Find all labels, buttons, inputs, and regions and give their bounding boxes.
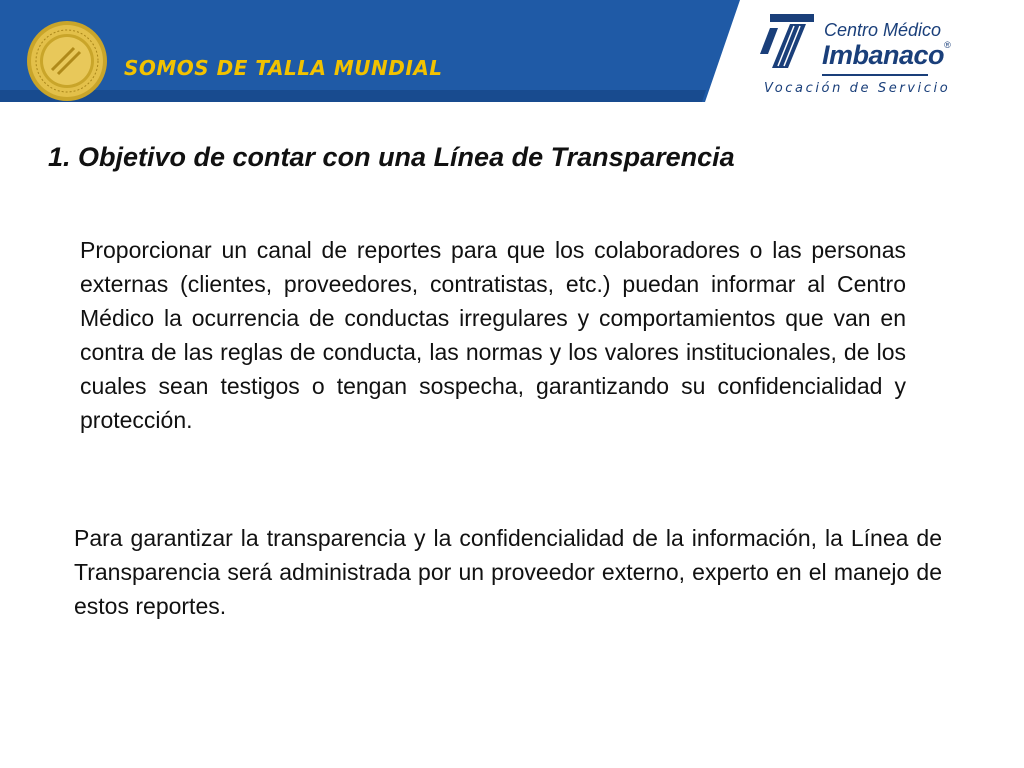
header-tagline: SOMOS DE TALLA MUNDIAL (124, 56, 443, 80)
imbanaco-logo-mark-icon (760, 10, 816, 70)
registered-mark: ® (944, 40, 951, 50)
logo-name (822, 40, 950, 71)
logo-slogan: Vocación de Servicio (764, 81, 951, 96)
logo-line1: Centro Médico (824, 20, 942, 40)
objective-paragraph: Proporcionar un canal de reportes para que los colaboradores o las personas externas (clientes, proveedores, contratistas, etc.) puedan informar al Centro Médico la ocurrencia de conductas irregulares y comportamientos que van en contra de las reglas de conducta, las normas y los valores institucionales, de los cuales sean testigos o tengan sospecha, garantizando su confidencialidad y protección. (80, 237, 906, 433)
administration-paragraph: Para garantizar la transparencia y la confidencialidad de la información, la Línea de Transparencia será administrada por un proveedor externo, experto en el manejo de estos reportes. (74, 525, 942, 619)
logo-divider (822, 74, 928, 76)
logo-line2: Imbanaco (822, 40, 945, 70)
slide-title: 1. Objetivo de contar con una Línea de Transparencia (48, 142, 735, 172)
joint-commission-seal-icon (26, 20, 108, 102)
